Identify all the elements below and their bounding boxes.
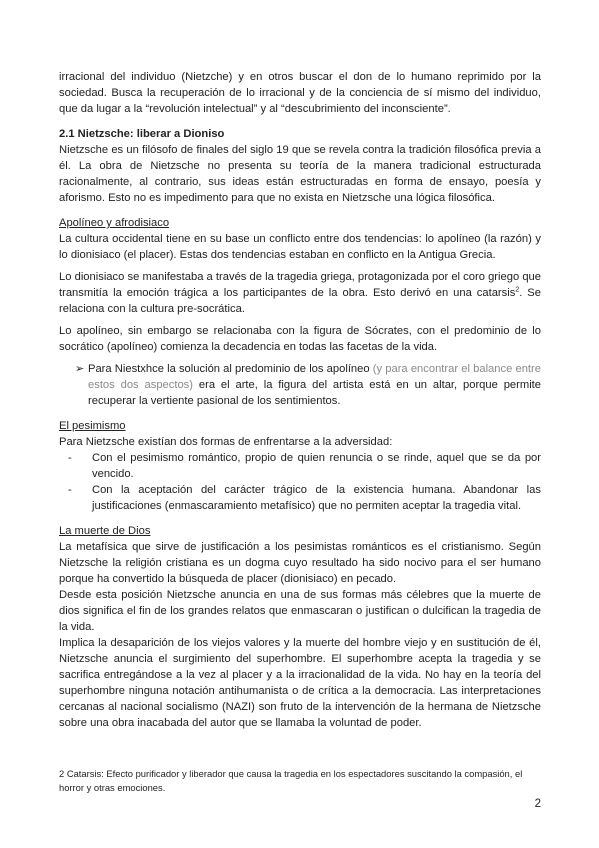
arrow-bullet-icon: ➢ — [75, 363, 85, 375]
list-item — [68, 450, 541, 482]
apolineo-paragraph-1: La cultura occidental tiene en su base un conflicto entre dos tendencias: lo apolíneo (la razón) y lo dionisiaco (el placer). Estas dos tendencias estaban en conflicto en la Antigua Grecia. — [59, 233, 541, 261]
muerte-heading: La muerte de Dios — [59, 525, 151, 537]
apolineo-p2-end: . Se relaciona con la cultura pre-socrática. — [59, 287, 541, 315]
apolineo-paragraph-2 — [59, 269, 541, 317]
muerte-paragraph-3: Implica la desaparición de los viejos valores y la muerte del hombre viejo y en sustitución de él, Nietzsche anuncia el surgimiento del superhombre. El superhombre acepta la tragedia y se sacrifica entregándose a la vez al placer y a la irracionalidad de la vida. No hay en la teoría del superhombre ninguna notación antihumanista o de crítica a la democracia. Las interpretaciones cercanas al nacional socialismo (NAZI) son fruto de la intervención de la hermana de Nietzsche sobre una obra inacabada del autor que se llamaba la voluntad de poder. — [59, 637, 541, 729]
page-body — [59, 69, 541, 731]
bullet-grey-text: (y para encontrar el balance entre estos dos aspectos) — [88, 363, 541, 391]
pesimismo-heading: El pesimismo — [59, 420, 126, 432]
list-item-text: Con la aceptación del carácter trágico de la existencia humana. Abandonar las justificaciones (enmascaramiento metafísico) que no permiten aceptar la tragedia vital. — [92, 484, 541, 512]
bullet-text — [88, 361, 541, 409]
intro-paragraph: irracional del individuo (Nietzche) y en otros buscar el don de lo humano reprimido por la sociedad. Busca la recuperación de lo irracional y de la conciencia de sí mismo del individuo, que da lugar a la “revolución intelectual” y al “descubrimiento del inconsciente”. — [59, 71, 541, 115]
list-item — [68, 482, 541, 514]
bullet-text-end: era el arte, la figura del artista está en un altar, porque permite recuperar la vertiente pasional de los sentimientos. — [88, 379, 542, 407]
apolineo-bullet — [75, 361, 541, 409]
apolineo-p2-start: Lo dionisiaco se manifestaba a través de la tragedia griega, protagonizada por el coro griego que transmitía la emoción trágica a los participantes de la obra. Esto derivó en una catarsis — [59, 271, 541, 299]
footnote-ref: 2 — [515, 286, 520, 294]
section-paragraph: Nietzsche es un filósofo de finales del siglo 19 que se revela contra la tradición filosófica previa a él. La obra de Nietzsche no presenta su teoría de la manera tradicional estructurada racionalmente, al contrario, sus ideas están estructuradas en forma de ensayo, poesía y aforismo. Esto no es impedimento para que no exista en Nietzsche una lógica filosófica. — [59, 144, 541, 204]
muerte-paragraph-2: Desde esta posición Nietzsche anuncia en una de sus formas más célebres que la muerte de dios significa el fin de los grandes relatos que enmascaran o justifican o dulcifican la tragedia de la vida. — [59, 589, 541, 633]
section-heading: 2.1 Nietzsche: liberar a Dioniso — [59, 128, 225, 140]
pesimismo-intro: Para Nietzsche existían dos formas de enfrentarse a la adversidad: — [59, 436, 393, 448]
apolineo-heading: Apolíneo y afrodisiaco — [59, 217, 170, 229]
footnote: 2 Catarsis: Efecto purificador y liberador que causa la tragedia en los espectadores suscitando la compasión, el horror y otras emociones. — [59, 768, 523, 793]
dash-marker: - — [68, 452, 72, 464]
muerte-paragraph-1: La metafísica que sirve de justificación a los pesimistas románticos es el cristianismo. Según Nietzsche la religión cristiana es un dogma cuyo resultado ha sido nocivo para el ser humano porque ha convertido la búsqueda de placer (dionisiaco) en pecado. — [59, 541, 541, 585]
dash-marker: - — [68, 484, 72, 496]
list-item-text: Con el pesimismo romántico, propio de quien renuncia o se rinde, aquel que se da por vencido. — [92, 452, 541, 480]
apolineo-paragraph-3: Lo apolíneo, sin embargo se relacionaba con la figura de Sócrates, con el predominio de lo socrático (apolíneo) comienza la decadencia en todas las facetas de la vida. — [59, 325, 541, 353]
bullet-text-start: Para Niestxhce la solución al predominio de los apolíneo — [88, 363, 373, 375]
page-number: 2 — [534, 798, 541, 810]
